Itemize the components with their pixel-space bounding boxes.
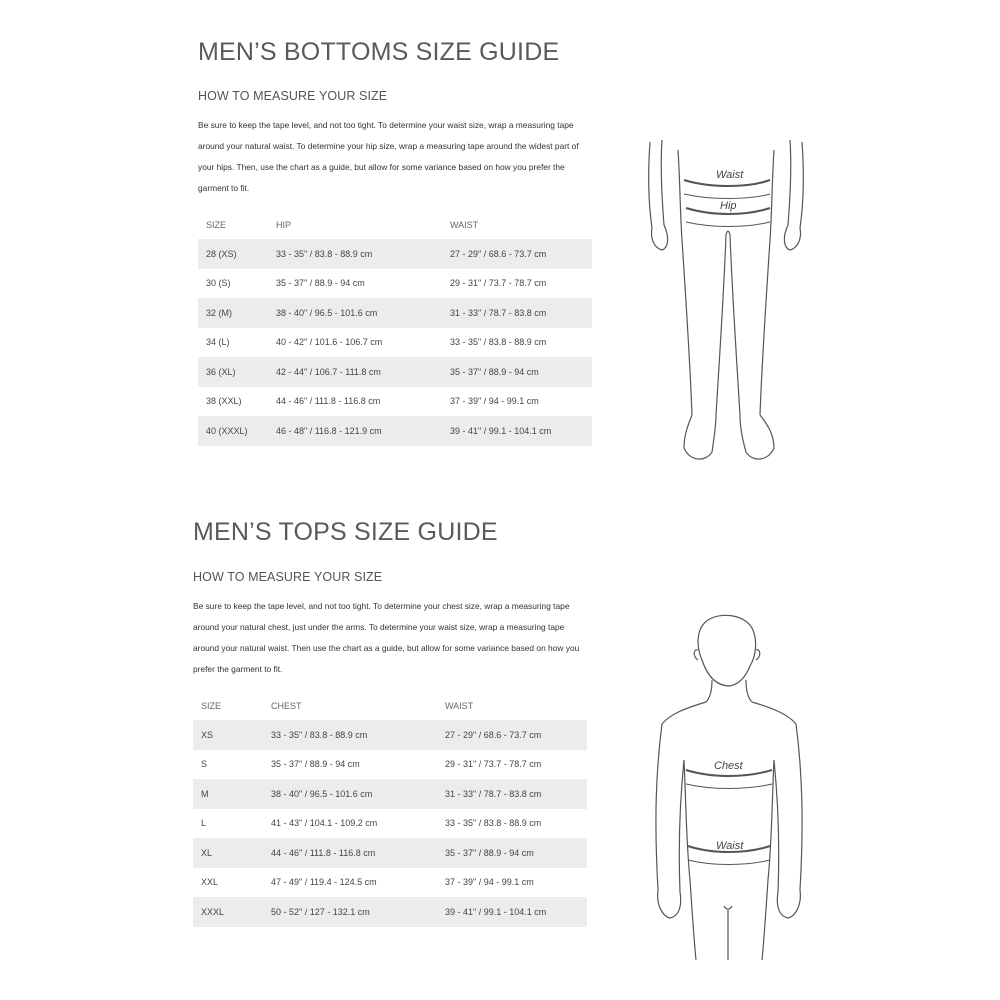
column-header-size: SIZE — [206, 220, 227, 230]
table-row — [198, 269, 592, 299]
chest-cell: 38 - 40" / 96.5 - 101.6 cm — [263, 779, 437, 809]
hip-cell: 40 - 42" / 101.6 - 106.7 cm — [268, 328, 442, 358]
table-row — [198, 416, 592, 446]
tops-instructions: Be sure to keep the tape level, and not too tight. To determine your chest size, wrap a measuring tape around your natural chest, just under the arms. To determine your waist size, wrap a measuring tape around your natural waist. Then use the chart as a guide, but allow for some variance based on how you prefer the garment to fit. — [193, 601, 580, 674]
waist-cell: 39 - 41" / 99.1 - 104.1 cm — [437, 897, 587, 927]
column-header-waist: WAIST — [445, 701, 474, 711]
chest-cell: 33 - 35" / 83.8 - 88.9 cm — [263, 720, 437, 750]
tops-measure-heading: HOW TO MEASURE YOUR SIZE — [193, 570, 383, 584]
table-header-row — [198, 211, 592, 239]
size-cell: S — [193, 750, 263, 780]
hip-cell: 35 - 37" / 88.9 - 94 cm — [268, 269, 442, 299]
column-header-size: SIZE — [201, 701, 222, 711]
waist-cell: 35 - 37" / 88.9 - 94 cm — [442, 357, 592, 387]
bottoms-guide-title: MEN’S BOTTOMS SIZE GUIDE — [198, 38, 560, 66]
size-cell: XS — [193, 720, 263, 750]
column-header-chest: CHEST — [271, 701, 302, 711]
table-row — [198, 387, 592, 417]
size-cell: 40 (XXXL) — [198, 416, 268, 446]
waist-cell: 35 - 37" / 88.9 - 94 cm — [437, 838, 587, 868]
waist-cell: 27 - 29" / 68.6 - 73.7 cm — [442, 239, 592, 269]
table-row — [193, 750, 587, 780]
chest-cell: 50 - 52" / 127 - 132.1 cm — [263, 897, 437, 927]
chest-label: Chest — [714, 760, 743, 772]
size-cell: M — [193, 779, 263, 809]
table-row — [193, 809, 587, 839]
size-cell: 28 (XS) — [198, 239, 268, 269]
size-cell: 38 (XXL) — [198, 387, 268, 417]
size-cell: XXL — [193, 868, 263, 898]
tops-guide-title: MEN’S TOPS SIZE GUIDE — [193, 518, 498, 546]
table-row — [193, 779, 587, 809]
waist-cell: 27 - 29" / 68.6 - 73.7 cm — [437, 720, 587, 750]
table-row — [193, 838, 587, 868]
hip-cell: 38 - 40" / 96.5 - 101.6 cm — [268, 298, 442, 328]
bottoms-measure-heading: HOW TO MEASURE YOUR SIZE — [198, 89, 388, 103]
table-row — [198, 239, 592, 269]
waist-label: Waist — [716, 840, 744, 852]
table-row — [198, 298, 592, 328]
size-cell: 30 (S) — [198, 269, 268, 299]
table-row — [193, 868, 587, 898]
hip-label: Hip — [720, 200, 737, 212]
table-header-row — [193, 692, 587, 720]
chest-cell: 47 - 49" / 119.4 - 124.5 cm — [263, 868, 437, 898]
size-cell: XXXL — [193, 897, 263, 927]
chest-cell: 35 - 37" / 88.9 - 94 cm — [263, 750, 437, 780]
lower-body-measurement-figure — [640, 130, 820, 475]
waist-cell: 31 - 33" / 78.7 - 83.8 cm — [437, 779, 587, 809]
table-row — [193, 897, 587, 927]
chest-cell: 41 - 43" / 104.1 - 109.2 cm — [263, 809, 437, 839]
bottoms-instructions: Be sure to keep the tape level, and not too tight. To determine your waist size, wrap a measuring tape around your natural waist. To determine your hip size, wrap a measuring tape around the widest part of your hips. Then, use the chart as a guide, but allow for some variance based on how you prefer the garment to fit. — [198, 120, 579, 193]
hip-cell: 46 - 48" / 116.8 - 121.9 cm — [268, 416, 442, 446]
waist-cell: 29 - 31" / 73.7 - 78.7 cm — [437, 750, 587, 780]
waist-cell: 33 - 35" / 83.8 - 88.9 cm — [442, 328, 592, 358]
table-row — [198, 357, 592, 387]
waist-cell: 37 - 39" / 94 - 99.1 cm — [437, 868, 587, 898]
size-cell: L — [193, 809, 263, 839]
column-header-waist: WAIST — [450, 220, 479, 230]
hip-cell: 44 - 46" / 111.8 - 116.8 cm — [268, 387, 442, 417]
upper-body-measurement-figure — [640, 610, 820, 970]
table-row — [193, 720, 587, 750]
waist-cell: 37 - 39" / 94 - 99.1 cm — [442, 387, 592, 417]
size-cell: 32 (M) — [198, 298, 268, 328]
table-row — [198, 328, 592, 358]
waist-cell: 33 - 35" / 83.8 - 88.9 cm — [437, 809, 587, 839]
waist-label: Waist — [716, 169, 744, 181]
tops-size-table — [193, 692, 587, 927]
tops-size-guide — [193, 518, 603, 927]
bottoms-size-guide — [198, 38, 608, 446]
size-cell: XL — [193, 838, 263, 868]
waist-cell: 39 - 41" / 99.1 - 104.1 cm — [442, 416, 592, 446]
size-cell: 34 (L) — [198, 328, 268, 358]
hip-cell: 33 - 35" / 83.8 - 88.9 cm — [268, 239, 442, 269]
bottoms-size-table — [198, 211, 592, 446]
column-header-hip: HIP — [276, 220, 292, 230]
size-cell: 36 (XL) — [198, 357, 268, 387]
waist-cell: 29 - 31" / 73.7 - 78.7 cm — [442, 269, 592, 299]
chest-cell: 44 - 46" / 111.8 - 116.8 cm — [263, 838, 437, 868]
waist-cell: 31 - 33" / 78.7 - 83.8 cm — [442, 298, 592, 328]
hip-cell: 42 - 44" / 106.7 - 111.8 cm — [268, 357, 442, 387]
